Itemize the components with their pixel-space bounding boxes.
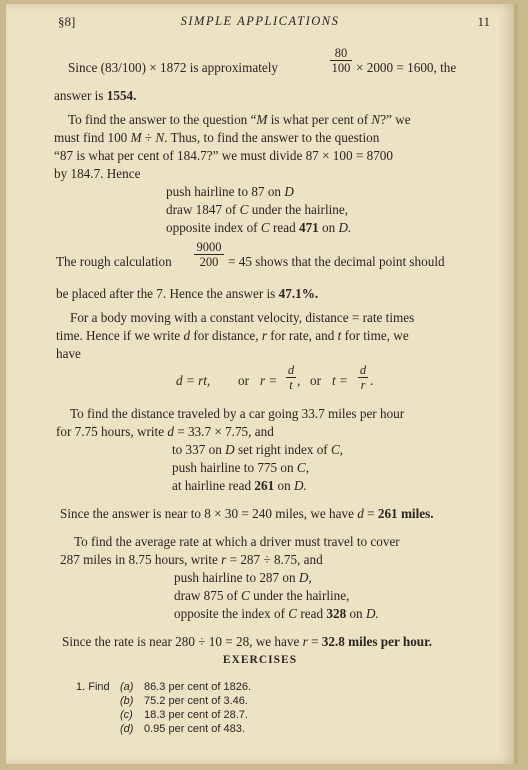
p3-line1-right: = 45 shows that the decimal point should (228, 254, 445, 269)
eq-comma: , (297, 373, 301, 388)
p2-line3: “87 is what per cent of 184.7?” we must divide 87 × 100 = 8700 (54, 148, 393, 163)
running-title: SIMPLE APPLICATIONS (180, 14, 340, 28)
eq-or-1: or (238, 373, 249, 388)
p3-line1-left: The rough calculation (56, 254, 172, 269)
exercise-1c-label: (c) (120, 709, 133, 721)
eq-d-rt: d = rt, (176, 373, 211, 388)
p3-line2: be placed after the 7. Hence the answer is 47.1%. (56, 286, 319, 301)
p7-step2: draw 875 of C under the hairline, (174, 588, 350, 603)
p8-line1: Since the rate is near 280 ÷ 10 = 28, we have r = 32.8 miles per hour. (62, 634, 433, 649)
p2-step2: draw 1847 of C under the hairline, (166, 202, 349, 217)
p1-line1-right: × 2000 = 1600, the (356, 60, 457, 75)
p7-step3: opposite the index of C read 328 on D. (174, 606, 379, 621)
p5-line1: To find the distance traveled by a car going 33.7 miles per hour (70, 406, 405, 421)
exercise-1a-text: 86.3 per cent of 1826. (144, 681, 252, 693)
exercise-1a-label: (a) (120, 681, 134, 693)
book-page (6, 4, 518, 764)
section-mark: §8] (58, 14, 76, 29)
p4-line2: time. Hence if we write d for distance, r for rate, and t for time, we (56, 328, 409, 343)
exercise-1b-text: 75.2 per cent of 3.46. (144, 695, 248, 707)
eq-t-lhs: t = (332, 373, 348, 388)
exercise-1c-text: 18.3 per cent of 28.7. (144, 709, 248, 721)
p5-line2: for 7.75 hours, write d = 33.7 × 7.75, and (56, 424, 274, 439)
p3-fraction: 9000 200 (194, 240, 224, 269)
p7-line2: 287 miles in 8.75 hours, write r = 287 ÷ 8.75, and (60, 552, 323, 567)
p4-line1: For a body moving with a constant velocity, distance = rate times (70, 310, 415, 325)
p2-line1: To find the answer to the question “M is what per cent of N?” we (68, 112, 411, 127)
eq-r-lhs: r = (260, 373, 278, 388)
p5-step2: push hairline to 775 on C, (172, 460, 309, 475)
eq-or-2: or (310, 373, 321, 388)
exercise-1: 1. Find (76, 681, 110, 693)
p5-step1: to 337 on D set right index of C, (172, 442, 344, 457)
eq-t-fraction: d r (359, 363, 367, 392)
p1-line2: answer is 1554. (54, 88, 137, 103)
page-number: 11 (477, 14, 490, 29)
p5-step3: at hairline read 261 on D. (172, 478, 307, 493)
eq-period: . (370, 373, 374, 388)
p7-step1: push hairline to 287 on D, (174, 570, 312, 585)
p6-line1: Since the answer is near to 8 × 30 = 240 miles, we have d = 261 miles. (60, 506, 434, 521)
exercises-heading: EXERCISES (222, 654, 298, 666)
exercise-1b-label: (b) (120, 695, 134, 707)
p2-step1: push hairline to 87 on D (166, 184, 294, 199)
eq-r-fraction: d t (287, 363, 295, 392)
exercise-1d-label: (d) (120, 723, 134, 735)
p4-line3: have (56, 346, 81, 361)
p1-line1-left: Since (83/100) × 1872 is approximately (68, 60, 278, 75)
exercise-1d-text: 0.95 per cent of 483. (144, 723, 245, 735)
p2-step3: opposite index of C read 471 on D. (166, 220, 352, 235)
p1-fraction: 80 100 (331, 46, 351, 75)
p7-line1: To find the average rate at which a driver must travel to cover (74, 534, 400, 549)
p2-line4: by 184.7. Hence (54, 166, 141, 181)
p2-line2: must find 100 M ÷ N. Thus, to find the answer to the question (54, 130, 380, 145)
